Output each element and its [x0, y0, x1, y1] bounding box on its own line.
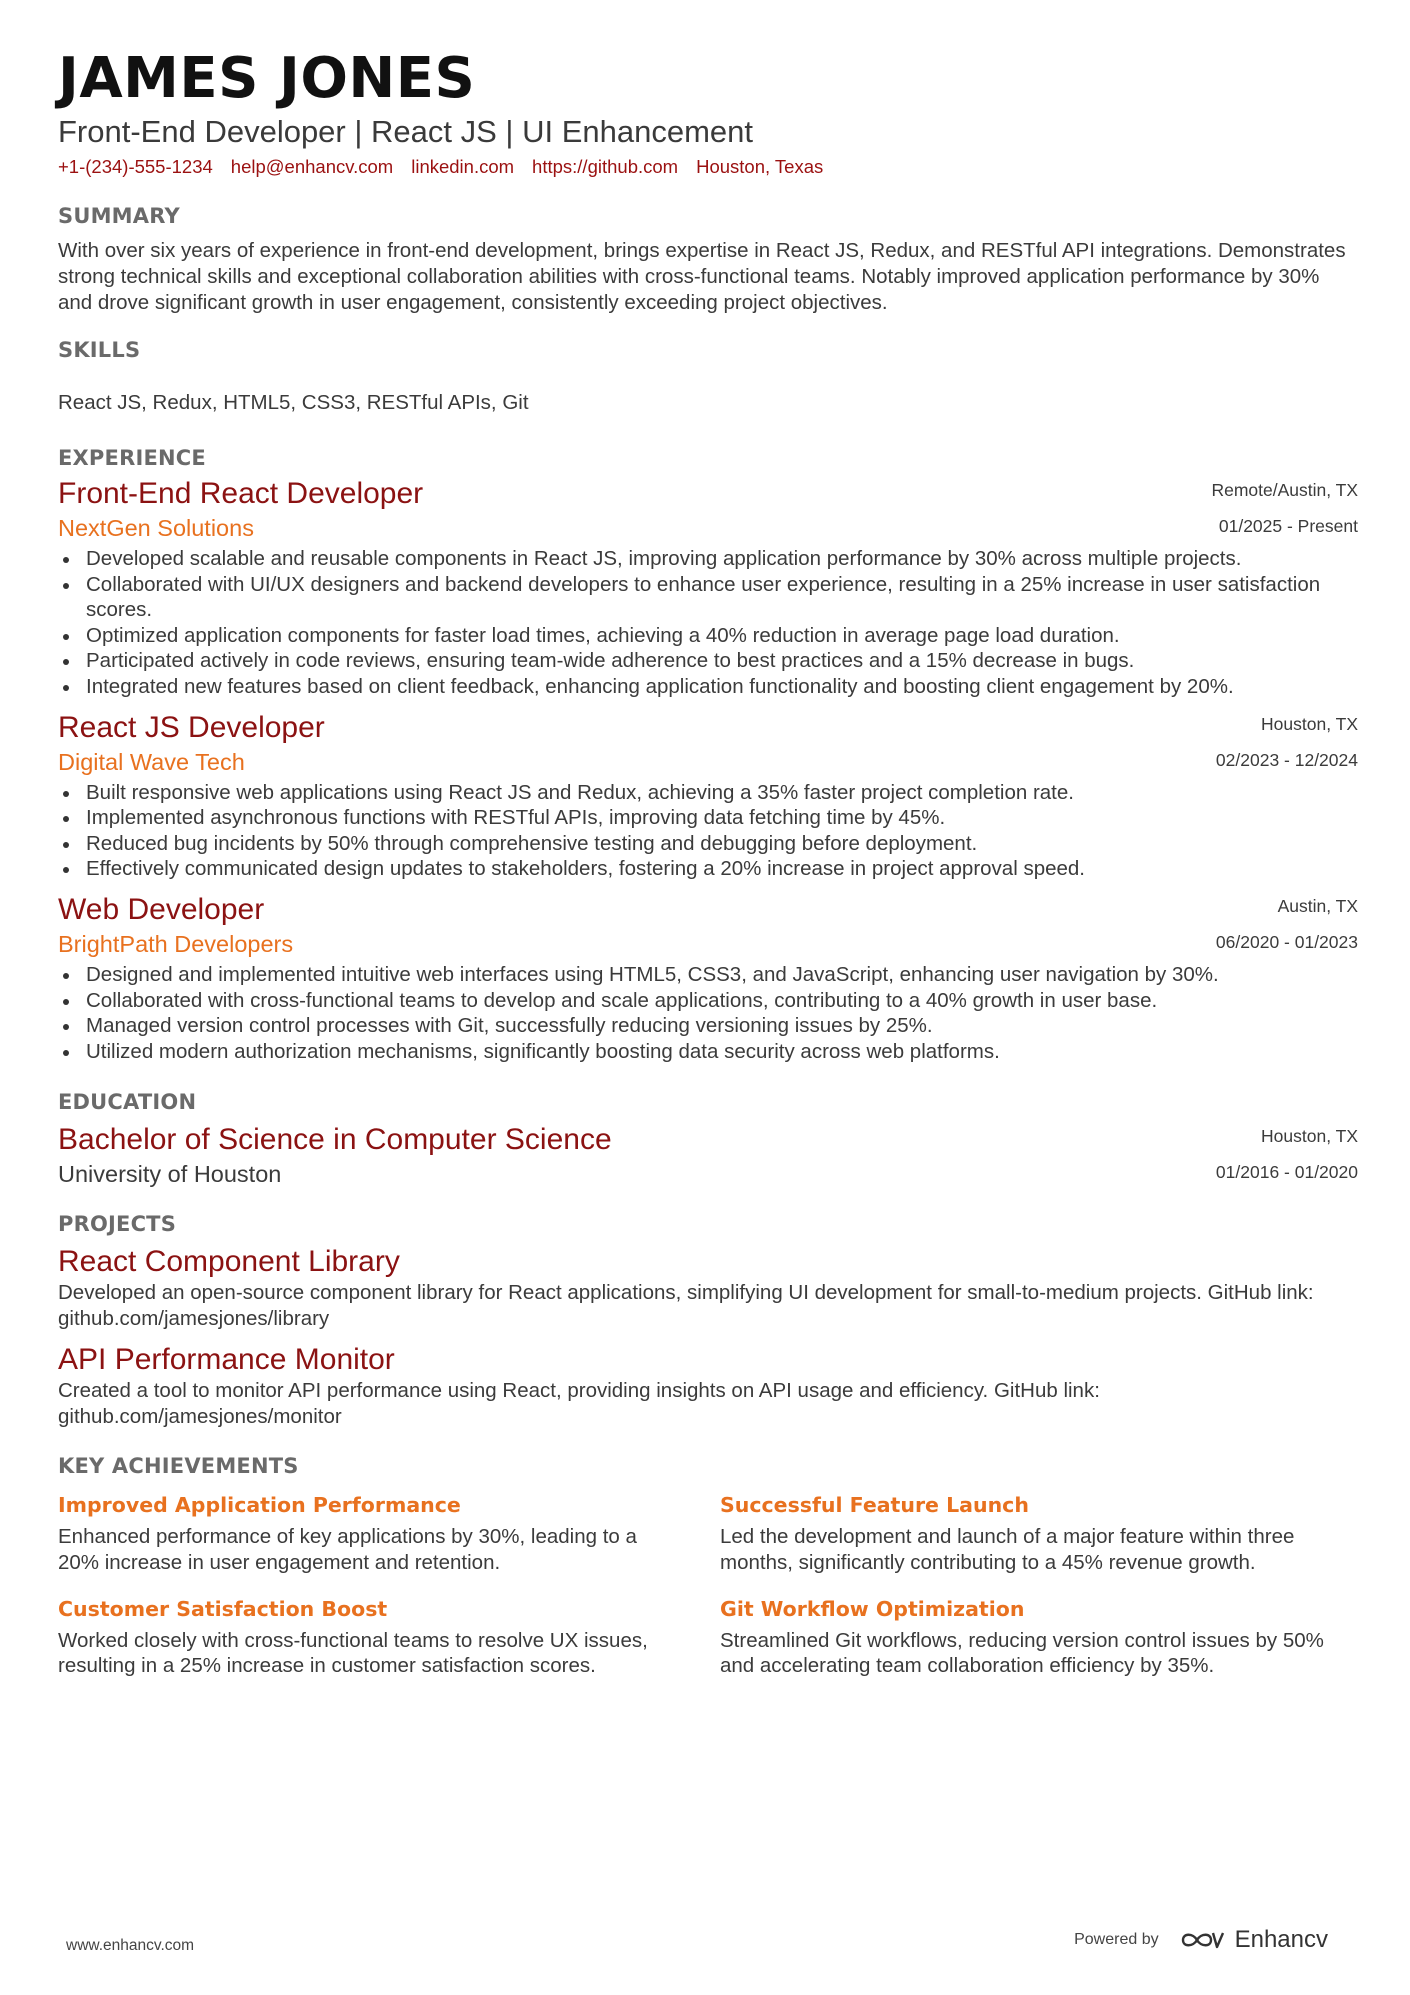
project-title: API Performance Monitor	[58, 1343, 395, 1377]
achievement-title: Successful Feature Launch	[720, 1493, 1029, 1518]
job-location: Houston, TX	[1261, 713, 1358, 734]
resume-header	[58, 46, 1358, 180]
achievement-description: Streamlined Git workflows, reducing version control issues by 50% and accelerating team collaboration efficiency by 35%.	[720, 1628, 1324, 1678]
education-heading: EDUCATION	[58, 1090, 197, 1115]
enhancv-logo-icon	[1179, 1928, 1225, 1952]
bullet-icon	[63, 583, 69, 589]
brand-name: Enhancv	[1234, 1926, 1328, 1953]
job-entry	[58, 710, 1358, 882]
job-role: React JS Developer	[58, 710, 325, 744]
bullet-item: Effectively communicated design updates to stakeholders, fostering a 20% increase in project approval speed.	[58, 856, 1358, 882]
bullet-item: Integrated new features based on client feedback, enhancing application functionality and boosting client engagement by 20%.	[58, 674, 1358, 700]
bullet-icon	[63, 685, 69, 691]
job-bullets	[58, 780, 1358, 882]
bullet-icon	[63, 816, 69, 822]
achievement-title: Git Workflow Optimization	[720, 1596, 1025, 1621]
achievement-item	[58, 1490, 678, 1575]
contact-phone[interactable]: +1-(234)-555-1234	[58, 156, 213, 177]
achievement-description: Led the development and launch of a major feature within three months, significantly contributing to a 45% revenue growth.	[720, 1525, 1295, 1574]
bullet-icon	[63, 842, 69, 848]
experience-section	[58, 444, 1358, 1064]
bullet-icon	[63, 1050, 69, 1056]
degree-title: Bachelor of Science in Computer Science	[58, 1123, 612, 1157]
project-entry	[58, 1342, 1358, 1430]
footer-branding	[1074, 1926, 1328, 1954]
project-description: Developed an open-source component library for React applications, simplifying UI development for small-to-medium projects. GitHub link: github.com/jamesjones/library	[58, 1281, 1314, 1331]
achievement-item	[58, 1594, 678, 1679]
job-entry	[58, 476, 1358, 700]
bullet-item: Implemented asynchronous functions with RESTful APIs, improving data fetching time by 45%.	[58, 805, 1358, 831]
bullet-icon	[63, 557, 69, 563]
bullet-icon	[63, 634, 69, 640]
bullet-item: Collaborated with cross-functional teams to develop and scale applications, contributing to a 40% growth in user base.	[58, 988, 1358, 1014]
education-location: Houston, TX	[1261, 1126, 1358, 1147]
contact-linkedin[interactable]: linkedin.com	[411, 156, 515, 177]
job-company: BrightPath Developers	[58, 930, 294, 957]
contact-email[interactable]: help@enhancv.com	[230, 156, 394, 177]
bullet-item: Built responsive web applications using React JS and Redux, achieving a 35% faster project completion rate.	[58, 780, 1358, 806]
job-location: Austin, TX	[1277, 895, 1358, 916]
contact-row	[58, 154, 1358, 180]
contact-location: Houston, Texas	[696, 156, 824, 177]
skills-section	[58, 336, 1358, 416]
experience-heading: EXPERIENCE	[58, 446, 206, 470]
achievements-grid	[58, 1490, 1358, 1678]
job-bullets	[58, 962, 1358, 1064]
bullet-icon	[63, 867, 69, 873]
school-name: University of Houston	[58, 1161, 282, 1188]
achievement-description: Worked closely with cross-functional teams to resolve UX issues, resulting in a 25% increase in customer satisfaction scores.	[58, 1628, 648, 1678]
job-role: Front-End React Developer	[58, 477, 424, 510]
contact-github[interactable]: https://github.com	[532, 156, 679, 177]
achievement-title: Improved Application Performance	[58, 1493, 461, 1518]
job-role: Web Developer	[58, 892, 265, 926]
achievement-description: Enhanced performance of key applications by 30%, leading to a 20% increase in user engagement and retention.	[58, 1525, 637, 1574]
bullet-item: Designed and implemented intuitive web interfaces using HTML5, CSS3, and JavaScript, enhancing user navigation by 30%.	[58, 962, 1358, 988]
bullet-item: Collaborated with UI/UX designers and backend developers to enhance user experience, resulting in a 25% increase in user satisfaction scores.	[58, 572, 1358, 623]
resume-content	[58, 46, 1358, 1679]
job-dates: 01/2025 - Present	[1218, 516, 1358, 536]
bullet-item: Optimized application components for faster load times, achieving a 40% reduction in average page load duration.	[58, 623, 1358, 649]
powered-by-label: Powered by	[1074, 1931, 1159, 1948]
bullet-item: Reduced bug incidents by 50% through comprehensive testing and debugging before deployment.	[58, 831, 1358, 857]
summary-heading: SUMMARY	[58, 204, 180, 228]
achievement-title: Customer Satisfaction Boost	[58, 1596, 388, 1621]
job-entry	[58, 892, 1358, 1064]
bullet-icon	[63, 999, 69, 1005]
footer-website[interactable]: www.enhancv.com	[66, 1937, 195, 1954]
bullet-item: Participated actively in code reviews, ensuring team-wide adherence to best practices and a 15% decrease in bugs.	[58, 648, 1358, 674]
skills-text: React JS, Redux, HTML5, CSS3, RESTful APIs, Git	[58, 391, 529, 414]
bullet-icon	[63, 1024, 69, 1030]
education-section	[58, 1088, 1358, 1190]
job-dates: 02/2023 - 12/2024	[1215, 749, 1358, 770]
job-bullets	[58, 546, 1358, 700]
bullet-icon	[63, 659, 69, 665]
project-title: React Component Library	[58, 1245, 400, 1279]
bullet-item: Developed scalable and reusable components in React JS, improving application performance by 30% across multiple projects.	[58, 546, 1358, 572]
projects-section	[58, 1210, 1358, 1430]
achievement-item	[720, 1490, 1340, 1575]
summary-section	[58, 202, 1358, 316]
bullet-item: Utilized modern authorization mechanisms, significantly boosting data security across web platforms.	[58, 1039, 1358, 1065]
summary-text: With over six years of experience in front-end development, brings expertise in React JS, Redux, and RESTful API integrations. Demonstrates strong technical skills and exceptional collaboration abilities with cross-functional teams. Notably improved application performance by 30% and drove significant growth in user engagement, consistently exceeding project objectives.	[58, 239, 1346, 314]
job-location: Remote/Austin, TX	[1211, 480, 1358, 500]
bullet-icon	[63, 973, 69, 979]
bullet-icon	[63, 791, 69, 797]
education-dates: 01/2016 - 01/2020	[1215, 1162, 1358, 1183]
achievements-section	[58, 1452, 1358, 1678]
skills-heading: SKILLS	[58, 338, 141, 362]
education-entry	[58, 1122, 1358, 1190]
job-company: NextGen Solutions	[58, 515, 254, 541]
achievements-heading: KEY ACHIEVEMENTS	[58, 1454, 299, 1479]
projects-heading: PROJECTS	[58, 1212, 177, 1237]
candidate-name: JAMES JONES	[58, 46, 476, 111]
project-entry	[58, 1244, 1358, 1332]
candidate-title: Front-End Developer | React JS | UI Enhancement	[58, 114, 753, 149]
project-description: Created a tool to monitor API performance using React, providing insights on API usage and efficiency. GitHub link: github.com/jamesjones/monitor	[58, 1379, 1100, 1429]
job-company: Digital Wave Tech	[58, 748, 245, 775]
brand-logo[interactable]	[1179, 1926, 1328, 1954]
achievement-item	[720, 1594, 1340, 1679]
bullet-item: Managed version control processes with Git, successfully reducing versioning issues by 25%.	[58, 1013, 1358, 1039]
job-dates: 06/2020 - 01/2023	[1215, 931, 1358, 952]
